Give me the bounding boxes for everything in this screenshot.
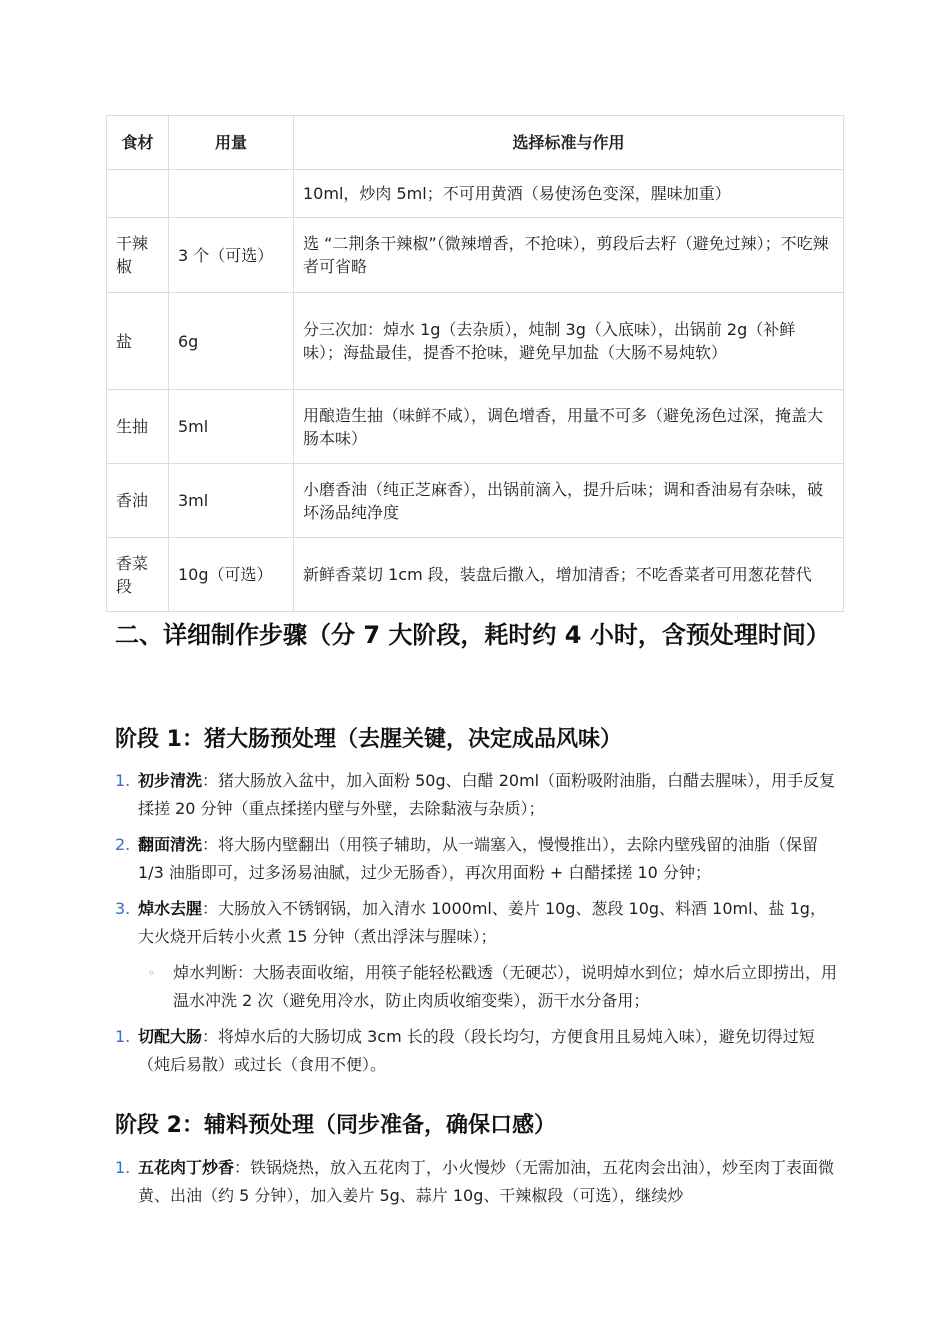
table-row (107, 390, 844, 464)
list-number: 1. (115, 771, 131, 790)
table-row (107, 538, 844, 612)
cell-name: 干辣椒 (107, 218, 169, 293)
stage-2-steps (115, 1154, 837, 1218)
table-row (107, 293, 844, 390)
step-label: 翻面清洗 (138, 835, 203, 854)
step-text: ：将大肠内壁翻出（用筷子辅助，从一端塞入，慢慢推出），去除内壁残留的油脂（保留 1/3 油脂即可，过多汤易油腻，过少无肠香），再次用面粉 + 白醋揉搓 10 分钟； (138, 835, 819, 882)
cell-amount: 10g（可选） (169, 538, 294, 612)
table-row (107, 170, 844, 218)
stage-1-heading: 阶段 1：猪大肠预处理（去腥关键，决定成品风味） (115, 727, 622, 752)
list-number: 1. (115, 1158, 131, 1177)
section-2-heading: 二、详细制作步骤（分 7 大阶段，耗时约 4 小时，含预处理时间） (115, 621, 830, 649)
cell-amount: 6g (169, 293, 294, 390)
cell-amount (169, 170, 294, 218)
step-text: ：将焯水后的大肠切成 3cm 长的段（段长均匀，方便食用且易炖入味），避免切得过短（炖后易散）或过长（食用不便）。 (138, 1027, 815, 1074)
ingredients-table (106, 115, 844, 612)
cell-desc: 选 “二荆条干辣椒”（微辣增香，不抢味），剪段后去籽（避免过辣）；不吃辣者可省略 (294, 218, 844, 293)
hollow-bullet-icon: ◦ (148, 966, 156, 980)
stage-1-steps (115, 767, 837, 1087)
list-item (115, 1154, 837, 1210)
cell-name (107, 170, 169, 218)
list-number: 2. (115, 835, 131, 854)
cell-amount: 3 个（可选） (169, 218, 294, 293)
list-item (115, 767, 837, 823)
cell-amount: 3ml (169, 464, 294, 538)
cell-desc: 小磨香油（纯正芝麻香），出锅前滴入，提升后味；调和香油易有杂味，破坏汤品纯净度 (294, 464, 844, 538)
list-number: 1. (115, 1027, 131, 1046)
list-item (115, 1023, 837, 1079)
table-row (107, 464, 844, 538)
list-number: 3. (115, 899, 131, 918)
cell-name: 香油 (107, 464, 169, 538)
cell-name: 盐 (107, 293, 169, 390)
step-label: 初步清洗 (138, 771, 203, 790)
header-criteria: 选择标准与作用 (294, 116, 844, 170)
step-label: 五花肉丁炒香 (138, 1158, 235, 1177)
cell-amount: 5ml (169, 390, 294, 464)
cell-name: 香菜段 (107, 538, 169, 612)
step-text: ：大肠放入不锈钢锅，加入清水 1000ml、姜片 10g、葱段 10g、料酒 10ml、盐 1g，大火烧开后转小火煮 15 分钟（煮出浮沫与腥味）； (138, 899, 826, 946)
table-header-row (107, 116, 844, 170)
step-text: ：猪大肠放入盆中，加入面粉 50g、白醋 20ml（面粉吸附油脂，白醋去腥味），用手反复揉搓 20 分钟（重点揉搓内壁与外壁，去除黏液与杂质）； (138, 771, 836, 818)
cell-desc: 新鲜香菜切 1cm 段，装盘后撒入，增加清香；不吃香菜者可用葱花替代 (294, 538, 844, 612)
stage-2-heading: 阶段 2：辅料预处理（同步准备，确保口感） (115, 1113, 556, 1138)
step-label: 焯水去腥 (138, 899, 203, 918)
table-row (107, 218, 844, 293)
cell-name: 生抽 (107, 390, 169, 464)
header-amount: 用量 (169, 116, 294, 170)
list-item (115, 895, 837, 951)
header-ingredient: 食材 (107, 116, 169, 170)
cell-desc: 分三次加：焯水 1g（去杂质），炖制 3g（入底味），出锅前 2g（补鲜味）；海盐最佳，提香不抢味，避免早加盐（大肠不易炖软） (294, 293, 844, 390)
sub-list-item (115, 959, 837, 1015)
step-label: 切配大肠 (138, 1027, 203, 1046)
step-text: ：铁锅烧热，放入五花肉丁，小火慢炒（无需加油，五花肉会出油），炒至肉丁表面微黄、出油（约 5 分钟），加入姜片 5g、蒜片 10g、干辣椒段（可选），继续炒 (138, 1158, 835, 1205)
sub-item-text: 焯水判断：大肠表面收缩，用筷子能轻松戳透（无硬芯），说明焯水到位；焯水后立即捞出，用温水冲洗 2 次（避免用冷水，防止肉质收缩变柴），沥干水分备用； (173, 963, 838, 1010)
cell-desc: 10ml，炒肉 5ml；不可用黄酒（易使汤色变深，腥味加重） (294, 170, 844, 218)
cell-desc: 用酿造生抽（味鲜不咸），调色增香，用量不可多（避免汤色过深，掩盖大肠本味） (294, 390, 844, 464)
list-item (115, 831, 837, 887)
